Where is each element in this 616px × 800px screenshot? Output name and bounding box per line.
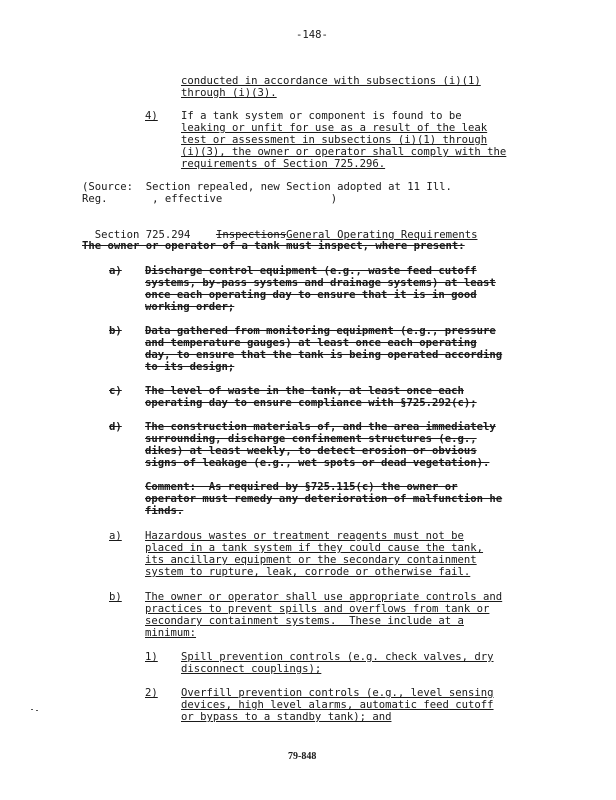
deleted-item-line: day, to ensure that the tank is being operated according [145, 349, 503, 361]
sub-item-label: 1) [145, 651, 158, 663]
section-heading [82, 217, 477, 241]
sub-item-label: 2) [145, 687, 158, 699]
item-4-line: leaking or unfit for use as a result of the leak [181, 122, 488, 134]
deleted-item-line: dikes) at least weekly, to detect erosion or obvious [145, 445, 477, 457]
deleted-item-line: systems, by-pass systems and drainage systems) at least [145, 277, 496, 289]
deleted-item-line: operating day to ensure compliance with §725.292(c); [145, 397, 477, 409]
section-number: Section 725.294 [94, 229, 191, 241]
deleted-item-line: Discharge control equipment (e.g., waste feed cutoff [145, 265, 477, 277]
continuation-line: through (i)(3). [181, 87, 277, 99]
deleted-item-line: The level of waste in the tank, at least once each [145, 385, 464, 397]
item-4-line: If a tank system or component is found to be [181, 110, 462, 122]
new-item-line: secondary containment systems. These include at a [145, 615, 464, 627]
sub-item-line: or bypass to a standby tank); and [181, 711, 392, 723]
item-4-line: test or assessment in subsections (i)(1) through [181, 134, 488, 146]
deleted-comment: operator must remedy any deterioration of malfunction he [145, 493, 503, 505]
new-item-label: b) [109, 591, 122, 603]
new-item-line: system to rupture, leak, corrode or otherwise fail. [145, 566, 471, 578]
item-4-line: (i)(3), the owner or operator shall comply with the [181, 146, 507, 158]
new-item-line: The owner or operator shall use appropriate controls and [145, 591, 503, 603]
new-section-title: General Operating Requirements [286, 229, 478, 241]
new-item-line: Hazardous wastes or treatment reagents must not be [145, 530, 464, 542]
scan-speck [36, 710, 38, 711]
source-note: (Source: Section repealed, new Section adopted at 11 Ill. [82, 181, 452, 193]
deleted-item-line: once each operating day to ensure that it is in good [145, 289, 477, 301]
page-number: -148- [296, 29, 328, 41]
deleted-item-label: c) [109, 385, 122, 397]
new-item-line: minimum: [145, 627, 197, 639]
deleted-item-line: surrounding, discharge confinement structures (e.g., [145, 433, 477, 445]
old-section-title: Inspections [215, 229, 287, 241]
deleted-item-line: working order; [145, 301, 235, 313]
sub-item-line: Spill prevention controls (e.g. check valves, dry [181, 651, 494, 663]
new-item-label: a) [109, 530, 122, 542]
sub-item-line: Overfill prevention controls (e.g., level sensing [181, 687, 494, 699]
deleted-item-label: d) [109, 421, 122, 433]
continuation-line: conducted in accordance with subsections (i)(1) [181, 75, 481, 87]
deleted-item-label: b) [109, 325, 122, 337]
deleted-item-line: Data gathered from monitoring equipment (e.g., pressure [145, 325, 496, 337]
item-4-line: requirements of Section 725.296. [181, 158, 386, 170]
page-code: 79-848 [288, 751, 317, 762]
sub-item-line: devices, high level alarms, automatic feed cutoff [181, 699, 494, 711]
new-item-line: its ancillary equipment or the secondary containment [145, 554, 477, 566]
deleted-comment: finds. [145, 505, 184, 517]
deleted-item-line: The construction materials of, and the area immediately [145, 421, 496, 433]
source-note: Reg. , effective ) [82, 193, 338, 205]
scan-speck [31, 709, 33, 710]
deleted-item-line: to its design; [145, 361, 235, 373]
new-item-line: placed in a tank system if they could cause the tank, [145, 542, 484, 554]
new-item-line: practices to prevent spills and overflows from tank or [145, 603, 490, 615]
sub-item-line: disconnect couplings); [181, 663, 322, 675]
deleted-item-line: and temperature gauges) at least once each operating [145, 337, 477, 349]
deleted-item-label: a) [109, 265, 122, 277]
item-label: 4) [145, 110, 158, 122]
deleted-comment: Comment: As required by §725.115(c) the owner or [145, 481, 458, 493]
deleted-intro: The owner or operator of a tank must inspect, where present: [82, 240, 465, 252]
deleted-item-line: signs of leakage (e.g., wet spots or dead vegetation). [145, 457, 490, 469]
